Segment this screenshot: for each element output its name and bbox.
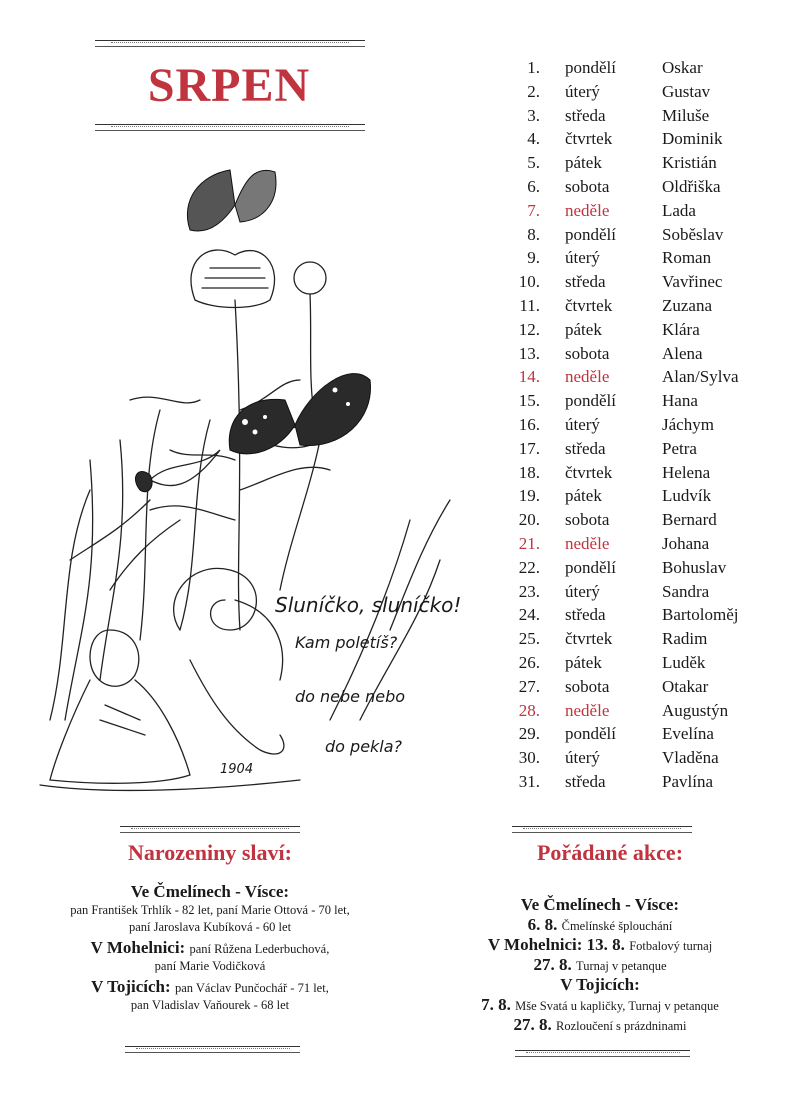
day-weekday: sobota — [565, 176, 610, 196]
vintage-illustration — [30, 160, 470, 800]
birthdays-people-1a: pan František Trhlík - 82 let, paní Marie Ottová - 70 let, — [70, 903, 350, 917]
calendar-day-row — [500, 365, 780, 389]
day-nameday: Oskar — [662, 58, 703, 77]
event-line-7 — [420, 1015, 780, 1035]
day-number: 17. — [518, 438, 540, 458]
calendar-day-row — [500, 270, 780, 294]
birthdays-heading: Narozeniny slaví: — [128, 840, 292, 865]
day-nameday: Ludvík — [662, 486, 712, 506]
day-weekday: čtvrtek — [565, 295, 613, 315]
calendar-day-row — [500, 508, 780, 532]
birthdays-place-1: Ve Čmelínech - Vísce: — [130, 882, 290, 901]
day-number: 12. — [518, 319, 540, 339]
event-line-2 — [420, 915, 780, 935]
day-nameday: Radim — [662, 629, 708, 649]
calendar-day-row — [500, 127, 780, 151]
day-number: 19. — [518, 486, 540, 506]
poem-line-1: Sluníčko, sluníčko! — [275, 593, 462, 617]
day-number: 15. — [518, 391, 540, 411]
calendar-day-row — [500, 651, 780, 675]
day-weekday: neděle — [565, 533, 610, 553]
day-calendar — [500, 56, 780, 794]
day-number: 28. — [518, 700, 540, 720]
calendar-day-row — [500, 175, 780, 199]
calendar-day-row — [500, 556, 780, 580]
event-line-3-detail: Fotbalový turnaj — [629, 939, 713, 953]
event-line-5 — [420, 975, 780, 995]
day-nameday: Gustav — [662, 81, 711, 101]
day-weekday: neděle — [565, 367, 610, 387]
event-line-4-label: 27. 8. — [533, 955, 572, 974]
day-nameday: Lada — [662, 200, 696, 220]
calendar-day-row — [500, 746, 780, 770]
event-line-1-label: Ve Čmelínech - Vísce: — [520, 895, 680, 914]
calendar-day-row — [500, 484, 780, 508]
poem-line-3: do nebe nebo — [295, 687, 406, 706]
calendar-day-row — [500, 246, 780, 270]
day-weekday: pondělí — [565, 557, 616, 577]
calendar-day-row — [500, 151, 780, 175]
calendar-day-row — [500, 461, 780, 485]
calendar-day-row — [500, 627, 780, 651]
birthdays-place-3 — [10, 977, 410, 997]
day-number: 3. — [527, 105, 540, 125]
day-weekday: čtvrtek — [565, 629, 613, 649]
rule-birthdays-top — [120, 826, 300, 833]
calendar-day-row — [500, 104, 780, 128]
day-nameday: Otakar — [662, 676, 709, 696]
calendar-day-row — [500, 770, 780, 794]
calendar-day-row — [500, 223, 780, 247]
bottom-rule-title — [95, 124, 365, 131]
day-nameday: Sandra — [662, 581, 710, 601]
day-number: 21. — [518, 533, 540, 553]
day-number: 22. — [518, 557, 540, 577]
day-number: 9. — [527, 248, 540, 268]
day-weekday: úterý — [565, 748, 600, 768]
calendar-day-row — [500, 389, 780, 413]
day-weekday: čtvrtek — [565, 129, 613, 149]
event-line-6 — [420, 995, 780, 1015]
day-nameday: Alena — [662, 343, 703, 363]
event-line-7-label: 27. 8. — [513, 1015, 552, 1034]
day-weekday: úterý — [565, 414, 600, 434]
day-weekday: středa — [565, 605, 606, 625]
calendar-day-row — [500, 675, 780, 699]
day-weekday: úterý — [565, 81, 600, 101]
event-line-4-detail: Turnaj v petanque — [576, 959, 667, 973]
day-weekday: pondělí — [565, 224, 616, 244]
day-number: 20. — [518, 510, 540, 530]
day-nameday: Petra — [662, 438, 697, 458]
birthdays-people-3a: pan Václav Punčochář - 71 let, — [174, 981, 329, 995]
day-number: 29. — [518, 724, 540, 744]
day-number: 16. — [518, 414, 540, 434]
day-nameday: Augustýn — [662, 700, 729, 720]
day-nameday: Jáchym — [662, 414, 714, 434]
birthdays-place-3-label: V Tojicích: — [91, 977, 171, 996]
birthdays-place-2 — [10, 938, 410, 958]
day-nameday: Johana — [662, 533, 710, 553]
events-heading: Pořádané akce: — [536, 840, 684, 865]
event-line-1 — [420, 895, 780, 915]
day-nameday: Evelína — [662, 724, 714, 744]
day-number: 13. — [518, 343, 540, 363]
calendar-day-row — [500, 722, 780, 746]
calendar-day-row — [500, 413, 780, 437]
event-line-6-label: 7. 8. — [481, 995, 511, 1014]
day-weekday: středa — [565, 272, 606, 292]
day-nameday: Soběslav — [662, 224, 724, 244]
day-number: 10. — [518, 272, 540, 292]
day-number: 26. — [518, 652, 540, 672]
day-weekday: pátek — [565, 153, 602, 173]
day-weekday: pátek — [565, 652, 602, 672]
event-line-5-label: V Tojicích: — [560, 975, 640, 994]
day-nameday: Bartoloměj — [662, 605, 739, 625]
calendar-day-row — [500, 80, 780, 104]
day-nameday: Klára — [662, 319, 700, 339]
day-weekday: neděle — [565, 200, 610, 220]
calendar-day-row — [500, 342, 780, 366]
top-rule-title — [95, 40, 365, 47]
day-weekday: pátek — [565, 486, 602, 506]
calendar-day-row — [500, 56, 780, 80]
calendar-day-row — [500, 603, 780, 627]
day-nameday: Bernard — [662, 510, 717, 530]
event-line-2-detail: Čmelínské šplouchání — [561, 919, 673, 933]
page-title: SRPEN — [147, 59, 311, 112]
day-number: 5. — [527, 153, 540, 173]
rule-birthdays-bottom — [125, 1046, 300, 1053]
day-nameday: Luděk — [662, 652, 706, 672]
day-number: 18. — [518, 462, 540, 482]
birthdays-people-2a: paní Růžena Lederbuchová, — [189, 942, 330, 956]
day-weekday: sobota — [565, 510, 610, 530]
birthdays-people-3b: pan Vladislav Vaňourek - 68 let — [130, 998, 290, 1012]
day-weekday: středa — [565, 105, 606, 125]
day-weekday: neděle — [565, 700, 610, 720]
day-nameday: Bohuslav — [662, 557, 727, 577]
event-line-6-detail: Mše Svatá u kapličky, Turnaj v petanque — [515, 999, 719, 1013]
event-line-3-label: V Mohelnici: 13. 8. — [487, 935, 625, 954]
calendar-day-row — [500, 532, 780, 556]
birthdays-place-2-label: V Mohelnici: — [90, 938, 186, 957]
day-weekday: úterý — [565, 248, 600, 268]
day-weekday: pondělí — [565, 58, 616, 77]
poem-line-4: do pekla? — [325, 737, 403, 756]
day-nameday: Pavlína — [662, 771, 713, 791]
birthdays-list — [10, 882, 410, 1014]
day-weekday: pondělí — [565, 724, 616, 744]
day-weekday: pondělí — [565, 391, 616, 411]
calendar-day-row — [500, 294, 780, 318]
event-line-4 — [420, 955, 780, 975]
day-number: 2. — [527, 81, 540, 101]
calendar-day-row — [500, 580, 780, 604]
day-nameday: Vavřinec — [662, 272, 723, 292]
day-weekday: středa — [565, 438, 606, 458]
day-nameday: Hana — [662, 391, 698, 411]
calendar-day-row — [500, 199, 780, 223]
day-nameday: Zuzana — [662, 295, 713, 315]
day-nameday: Dominik — [662, 129, 723, 149]
day-weekday: středa — [565, 771, 606, 791]
day-number: 31. — [518, 771, 540, 791]
day-weekday: sobota — [565, 343, 610, 363]
event-line-3 — [420, 935, 780, 955]
day-number: 27. — [518, 676, 540, 696]
day-weekday: sobota — [565, 676, 610, 696]
birthdays-people-2b: paní Marie Vodičková — [154, 959, 266, 973]
day-nameday: Kristián — [662, 153, 717, 173]
poem-line-2: Kam poletíš? — [295, 633, 398, 652]
event-line-2-label: 6. 8. — [527, 915, 558, 934]
rule-events-top — [512, 826, 692, 833]
day-nameday: Alan/Sylva — [662, 367, 739, 387]
day-number: 24. — [518, 605, 540, 625]
day-nameday: Oldřiška — [662, 176, 721, 196]
rule-events-bottom — [515, 1050, 690, 1057]
event-line-7-detail: Rozloučení s prázdninami — [555, 1019, 687, 1033]
day-weekday: úterý — [565, 581, 600, 601]
day-number: 8. — [527, 224, 540, 244]
calendar-day-row — [500, 437, 780, 461]
illustration-signature: 1904 — [220, 762, 254, 777]
day-number: 6. — [527, 176, 540, 196]
events-list — [420, 895, 780, 1035]
day-number: 4. — [527, 129, 540, 149]
day-number: 14. — [518, 367, 540, 387]
day-nameday: Roman — [662, 248, 712, 268]
calendar-day-row — [500, 318, 780, 342]
day-weekday: čtvrtek — [565, 462, 613, 482]
day-number: 11. — [519, 295, 540, 315]
day-nameday: Vladěna — [662, 748, 719, 768]
birthdays-people-1b: paní Jaroslava Kubíková - 60 let — [128, 920, 292, 934]
day-number: 1. — [527, 58, 540, 77]
day-nameday: Miluše — [662, 105, 710, 125]
day-nameday: Helena — [662, 462, 711, 482]
day-number: 23. — [518, 581, 540, 601]
day-number: 25. — [518, 629, 540, 649]
day-weekday: pátek — [565, 319, 602, 339]
day-number: 30. — [518, 748, 540, 768]
calendar-day-row — [500, 699, 780, 723]
day-number: 7. — [527, 200, 540, 220]
